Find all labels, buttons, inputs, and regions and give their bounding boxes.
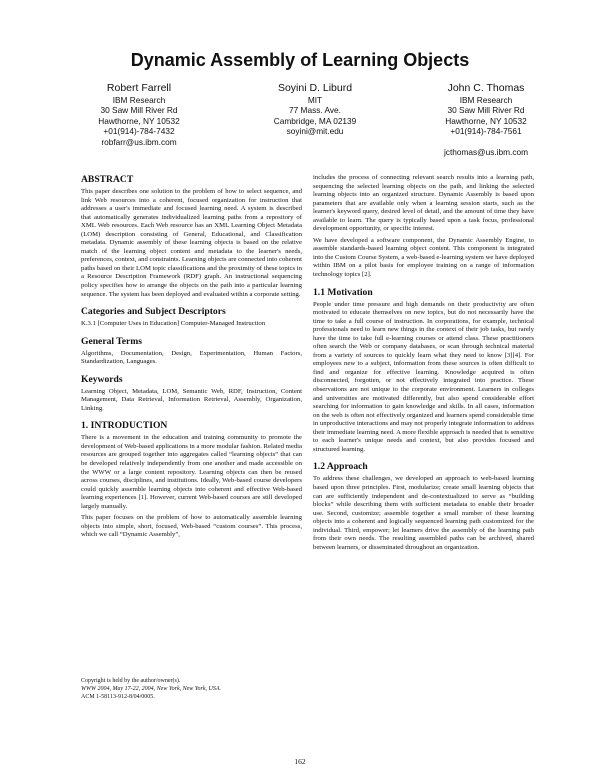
author-affiliation: IBM Research bbox=[459, 94, 513, 105]
copyright-notice bbox=[81, 678, 302, 701]
introduction-paragraph-1: There is a movement in the education and training community to promote the development of Web-based applications in a more modular fashion. Related media resources are grouped together into aggregates called “learning objects” that can be developed relatively independently from one another and made accessible on the WWW or a large content repository. Learning objects can then be reused across courses, disciplines, and institutions. Ideally, Web-based course developers could quickly assemble learning objects into coherent and effective Web-based learning experiences [1]. However, current Web-based courses are still developed largely manually. bbox=[81, 434, 302, 510]
page-number: 162 bbox=[294, 757, 306, 766]
motivation-heading: 1.1 Motivation bbox=[313, 286, 373, 298]
author-email[interactable]: robfarr@us.ibm.com bbox=[101, 136, 177, 147]
author-affiliation: MIT bbox=[307, 94, 323, 105]
author-name: John C. Thomas bbox=[447, 82, 525, 94]
author-block-thomas bbox=[401, 82, 571, 157]
motivation-text: People under time pressure and high demands on their productivity are often motivated to educate themselves on new topics, but do not necessarily have the time to take a full course of instruction. In corporations, for example, technical professionals need to learn new things in the context of their job tasks, but rarely have the time to take full e-learning courses or attend class. These practitioners often search the Web or company databases, or scan through technical material from a variety of sources to quickly learn what they need to know [3][4]. For employees new to a subject, information from these sources is often difficult to find and organize for effective learning. Knowledge acquired is often disconnected, forgotten, or not effectively integrated into practice. These observations are not unique to the corporate environment. Learners in colleges and universities are motivated differently, but also spend considerable effort searching for information to gain knowledge and skills. In all cases, information on the web is often not effectively organized and learners spend considerable time in unproductive interactions and may not properly integrate information to address their immediate learning need. A more flexible approach is needed that is sensitive to each learner's unique needs and context, but also provides focused and structured learning. bbox=[313, 300, 534, 453]
left-column bbox=[81, 174, 302, 543]
author-phone: +01(914)-784-7432 bbox=[103, 126, 175, 137]
author-address-line2: Hawthorne, NY 10532 bbox=[445, 115, 527, 126]
copyright-line: Copyright is held by the author/owner(s). bbox=[81, 678, 181, 684]
author-block-liburd bbox=[230, 82, 400, 137]
introduction-heading: 1. INTRODUCTION bbox=[81, 420, 168, 432]
introduction-paragraph-2: This paper focuses on the problem of how to automatically assemble learning objects into simple, short, focused, Web-based “custom courses”. This process, which we call “Dynamic Assembly”, bbox=[81, 514, 302, 539]
author-address-line1: 30 Saw Mill River Rd bbox=[100, 105, 178, 116]
abstract-text: This paper describes one solution to the problem of how to select sequence, and link Web resources into a coherent, focused organization for instruction that addresses a user's immediate and focused learning need. A system is described that automatically generates individualized learning paths from a repository of XML Web resources. Each Web resource has an XML Learning Object Metadata (LOM) description consisting of General, Educational, and Classification metadata. Dynamic assembly of these learning objects is based on the relative match of the learning object content and metadata to the learner's needs, preferences, context, and constraints. Learning objects are connected into coherent paths based on their LOM topic classifications and the proximity of these topics in a Resource Description Framework (RDF) graph. An instructional sequencing policy specifies how to arrange the objects on the path into a particular learning sequence. The system has been deployed and evaluated within a corporate setting. bbox=[81, 188, 302, 298]
author-name: Robert Farrell bbox=[106, 82, 172, 94]
general-terms-text: Algorithms, Documentation, Design, Experimentation, Human Factors, Standardization, Languages. bbox=[81, 349, 302, 366]
conference-line: WWW 2004, May 17-22, 2004, New York, New York, USA. bbox=[81, 685, 222, 692]
keywords-heading: Keywords bbox=[81, 373, 123, 385]
author-address-line2: Cambridge, MA 02139 bbox=[273, 115, 357, 126]
right-column bbox=[313, 174, 534, 555]
approach-text: To address these challenges, we developed an approach to web-based learning based upon three principles. First, modularize; create small learning objects that can are sufficiently independent and de-contextualized to serve as “building blocks” while describing them with sufficient metadata to enable their broader use. Second, customize; assemble together a small number of these learning objects into a coherent and logically sequenced learning path customized for the individual. Third, empower; let learners drive the assembly of the learning path from their own needs. The resulting assembled paths can be archived, shared between learners, or disseminated throughout an organization. bbox=[313, 475, 534, 551]
paper-title: Dynamic Assembly of Learning Objects bbox=[130, 50, 470, 70]
acm-number: ACM 1-58113-912-8/04/0005. bbox=[81, 693, 155, 700]
categories-heading: Categories and Subject Descriptors bbox=[81, 306, 226, 318]
author-address-line2: Hawthorne, NY 10532 bbox=[98, 115, 180, 126]
right-paragraph-2: We have developed a software component, the Dynamic Assembly Engine, to assemble standards-based learning object content. This component is integrated into the Custom Course System, a web-based e-learning system we have deployed within IBM on a pilot basis for employee training on a range of information technology topics [2]. bbox=[313, 236, 534, 279]
keywords-text: Learning Object, Metadata, LOM, Semantic Web, RDF, Instruction, Content Management, Data Retrieval, Information Retrieval, Assembly, Organization, Linking. bbox=[81, 387, 302, 412]
author-name: Soyini D. Liburd bbox=[277, 82, 353, 94]
author-address-line1: 77 Mass. Ave. bbox=[289, 105, 341, 116]
approach-heading: 1.2 Approach bbox=[313, 461, 368, 473]
right-paragraph-1: includes the process of connecting relevant search results into a learning path, sequencing the selected learning objects on the path, and linking the selected learning objects into an organized structure. Dynamic Assembly is based upon parameters that are available only when a learning session starts, such as the learner's keyword query, desired level of detail, and the amount of time they have available to learn. The query is typically based upon a task focus, professional development opportunity, or specific interest. bbox=[313, 174, 534, 233]
general-terms-heading: General Terms bbox=[81, 335, 143, 347]
author-block-farrell bbox=[54, 82, 224, 147]
abstract-heading: ABSTRACT bbox=[81, 174, 134, 185]
author-affiliation: IBM Research bbox=[112, 94, 166, 105]
author-email[interactable]: soyini@mit.edu bbox=[286, 126, 344, 137]
author-email[interactable]: jcthomas@us.ibm.com bbox=[443, 146, 529, 157]
author-address-line1: 30 Saw Mill River Rd bbox=[447, 105, 525, 116]
categories-text: K.3.1 [Computer Uses in Education] Computer-Managed Instruction bbox=[81, 320, 266, 328]
author-phone: +01(914)-784-7561 bbox=[450, 126, 522, 137]
